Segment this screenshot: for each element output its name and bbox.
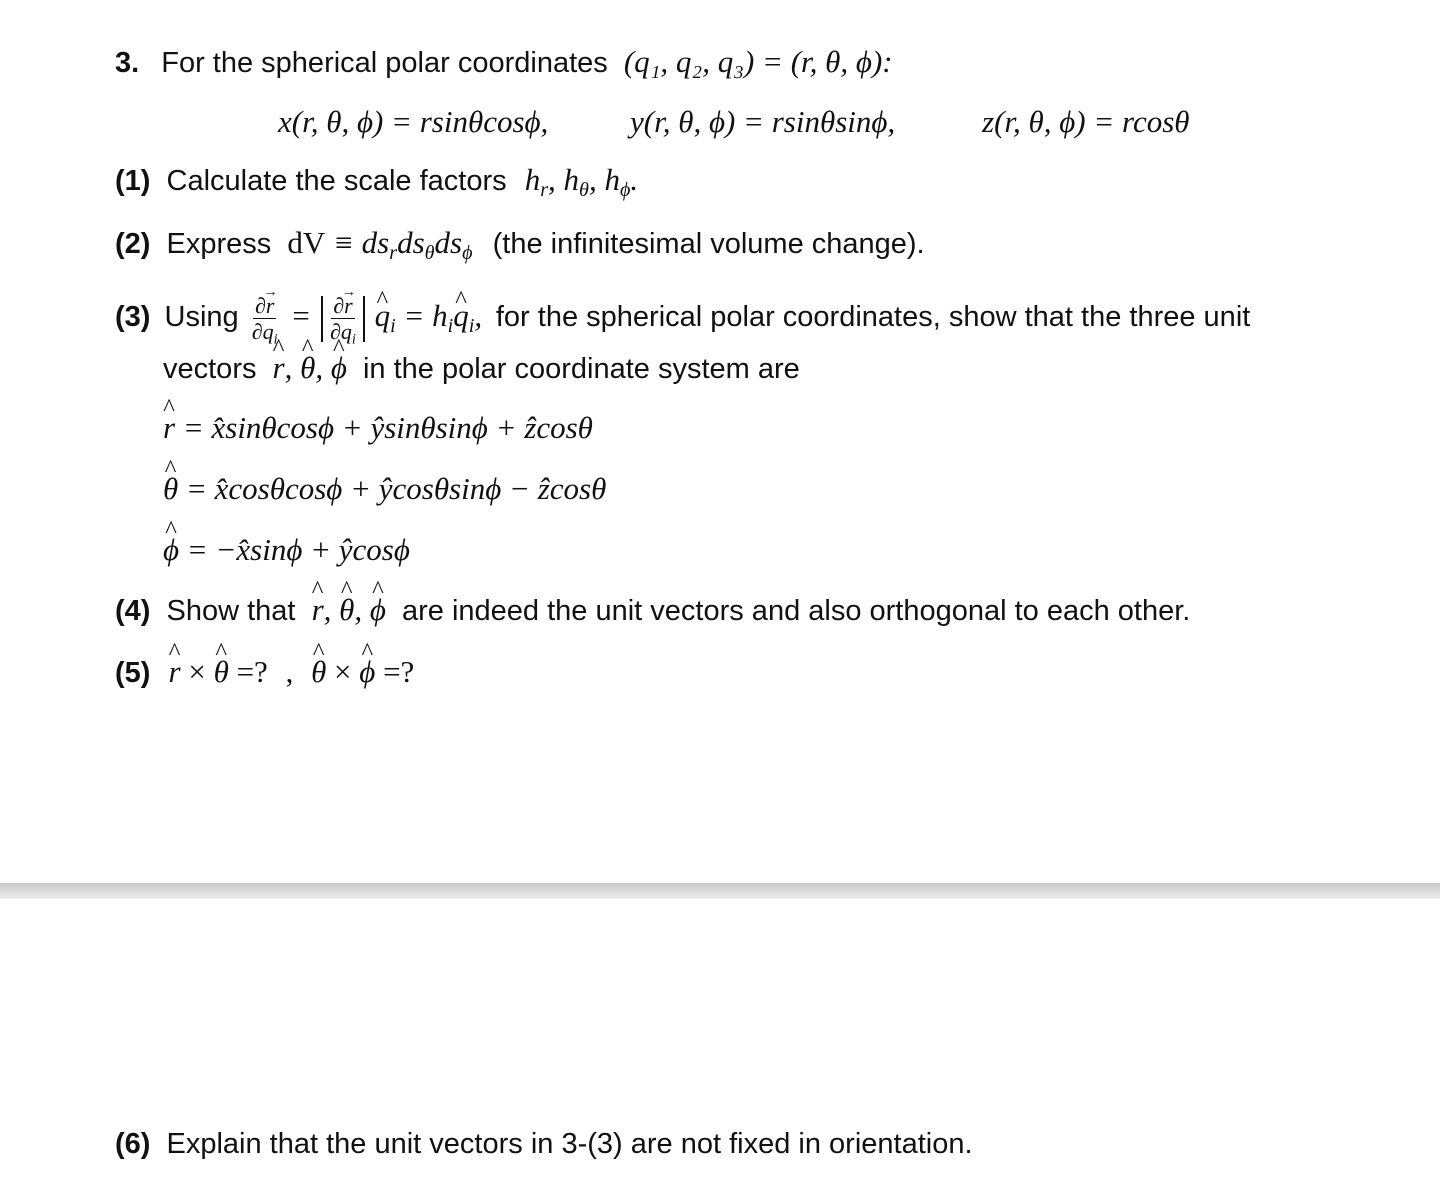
part-3-label: (3): [115, 301, 151, 333]
part-2-text: Express: [166, 228, 272, 260]
volume-element-math: dV ≡ $ds_rds_\theta ds_\phi$: [287, 225, 473, 265]
unit-vector-r-equation: [163, 410, 593, 446]
part-1-text: Calculate the scale factors: [166, 165, 507, 197]
part-4-text-b: are indeed the unit vectors and also orthogonal to each other.: [401, 595, 1191, 627]
part-4: [115, 592, 1190, 628]
r-hat-expression: = x̂sinθcosϕ + ŷsinθsinϕ + ẑcosθ: [182, 410, 593, 445]
equation-x: x(r, θ, ϕ) = rsinθcosϕ,: [278, 104, 549, 139]
unit-vector-theta-equation: [163, 471, 606, 507]
part-6: [115, 1128, 973, 1161]
derivative-relation-math: $\frac{\partial\to r}{\partial q_i}$ = $\frac{\partial\to r}{\partial q_i}$ ^ $q_i$ = $h_i\^{}$ $q_i$,: [247, 298, 490, 333]
unit-vectors-math: ^ r, ^ θ, ^ ϕ: [312, 592, 386, 627]
unit-vectors-list-math: ^ r, ^ θ, ^ ϕ: [273, 350, 347, 385]
part-2: [115, 225, 925, 265]
part-1-label: (1): [115, 165, 151, 197]
phi-hat-expression: = −x̂sinϕ + ŷcosϕ: [186, 532, 410, 567]
cross-products-math: ^ r × ^ θ =? , ^ θ × ^ ϕ =?: [169, 654, 415, 689]
problem-number: 3.: [115, 47, 140, 79]
problem-intro: For the spherical polar coordinates: [161, 47, 608, 79]
part-6-text: Explain that the unit vectors in 3-(3) are not fixed in orientation.: [166, 1128, 973, 1160]
r-hat-symbol: ^ r: [163, 410, 175, 446]
scale-factors-math: $h_r$, $h_\theta$, $h_\phi$.: [524, 162, 639, 202]
part-4-label: (4): [115, 595, 151, 627]
part-3-line-2: [163, 350, 800, 386]
equation-y: y(r, θ, ϕ) = rsinθsinϕ,: [630, 104, 896, 139]
coordinate-tuple: (q₁, q₂, q₃) = (r, θ, ϕ):: [623, 44, 893, 79]
part-3-line2-b: in the polar coordinate system are: [362, 353, 800, 385]
part-5-label: (5): [115, 657, 151, 689]
part-3-line-1: [115, 288, 1251, 348]
phi-hat-symbol: ^ ϕ: [163, 532, 179, 568]
part-2-tail: (the infinitesimal volume change).: [492, 228, 925, 260]
unit-vector-phi-equation: [163, 532, 410, 568]
part-4-text-a: Show that: [166, 595, 296, 627]
page-divider: [0, 883, 1440, 899]
part-3-line2-a: vectors: [163, 353, 257, 385]
equation-z: z(r, θ, ϕ) = rcosθ: [982, 104, 1190, 139]
theta-hat-symbol: ^ θ: [163, 471, 178, 507]
part-6-label: (6): [115, 1128, 151, 1160]
part-5: [115, 654, 414, 690]
part-3-text-b: for the spherical polar coordinates, show that the three unit: [495, 301, 1251, 333]
problem-header: [115, 44, 893, 80]
part-2-label: (2): [115, 228, 151, 260]
part-1: [115, 162, 639, 202]
theta-hat-expression: = x̂cosθcosϕ + ŷcosθsinϕ − ẑcosθ: [185, 471, 607, 506]
part-3-text-a: Using: [164, 301, 239, 333]
